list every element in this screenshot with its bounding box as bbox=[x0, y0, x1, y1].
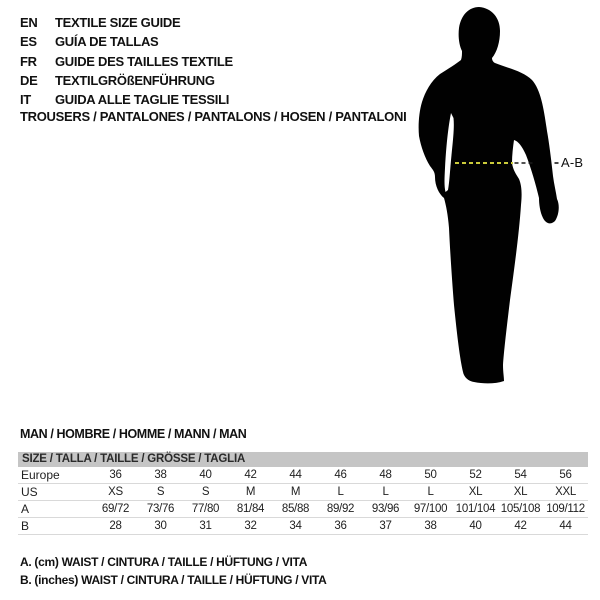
table-cell: 81/84 bbox=[236, 503, 265, 515]
language-label: TEXTILE SIZE GUIDE bbox=[55, 15, 181, 31]
table-cell: 50 bbox=[424, 469, 437, 481]
language-list bbox=[20, 13, 233, 109]
note-b: B. (inches) WAIST / CINTURA / TAILLE / HÜFTUNG / VITA bbox=[20, 573, 327, 587]
table-cell: 36 bbox=[334, 520, 347, 532]
table-cell: 28 bbox=[109, 520, 122, 532]
language-row-fr bbox=[20, 52, 233, 71]
table-cell: 40 bbox=[199, 469, 212, 481]
table-cell: 30 bbox=[154, 520, 167, 532]
table-cell: 37 bbox=[379, 520, 392, 532]
table-cell: L bbox=[337, 486, 344, 498]
measure-label: A-B bbox=[561, 155, 584, 170]
table-cell: 40 bbox=[469, 520, 482, 532]
man-silhouette-icon bbox=[400, 0, 595, 400]
table-cell: 89/92 bbox=[326, 503, 355, 515]
size-table-header: SIZE / TALLA / TAILLE / GRÖSSE / TAGLIA bbox=[18, 452, 588, 467]
man-silhouette-body bbox=[419, 7, 559, 383]
language-row-en bbox=[20, 13, 233, 32]
measurement-notes bbox=[20, 553, 327, 589]
language-row-it bbox=[20, 90, 233, 109]
table-cell: XL bbox=[513, 486, 528, 498]
table-cell: 46 bbox=[334, 469, 347, 481]
table-cell: 109/112 bbox=[546, 503, 585, 515]
table-row-us bbox=[18, 484, 588, 501]
table-cell: XXL bbox=[555, 486, 576, 498]
table-cell: S bbox=[201, 486, 210, 498]
table-row-europe bbox=[18, 467, 588, 484]
table-cell: 48 bbox=[379, 469, 392, 481]
table-cell: 69/72 bbox=[101, 503, 130, 515]
language-code: FR bbox=[20, 53, 37, 69]
table-cell: XL bbox=[468, 486, 483, 498]
table-cell: L bbox=[427, 486, 434, 498]
table-cell: 36 bbox=[109, 469, 122, 481]
table-row-b-inches bbox=[18, 518, 588, 535]
table-cell: S bbox=[156, 486, 165, 498]
row-label: Europe bbox=[21, 468, 60, 482]
row-label: US bbox=[21, 485, 38, 499]
language-code: EN bbox=[20, 15, 38, 31]
note-a: A. (cm) WAIST / CINTURA / TAILLE / HÜFTUNG / VITA bbox=[20, 555, 308, 569]
language-row-es bbox=[20, 32, 233, 51]
language-label: GUIDA ALLE TAGLIE TESSILI bbox=[55, 92, 230, 108]
row-label: B bbox=[21, 519, 30, 533]
table-cell: 93/96 bbox=[371, 503, 400, 515]
language-label: GUIDE DES TAILLES TEXTILE bbox=[55, 53, 233, 69]
table-cell: 31 bbox=[199, 520, 212, 532]
language-row-de bbox=[20, 71, 233, 90]
gender-title: MAN / HOMBRE / HOMME / MANN / MAN bbox=[20, 427, 247, 441]
size-table bbox=[18, 452, 588, 535]
table-cell: 52 bbox=[469, 469, 482, 481]
table-cell: 54 bbox=[514, 469, 527, 481]
table-cell: 34 bbox=[289, 520, 302, 532]
category-title: TROUSERS / PANTALONES / PANTALONS / HOSEN / PANTALONI bbox=[20, 109, 407, 124]
table-cell: 38 bbox=[424, 520, 437, 532]
language-code: DE bbox=[20, 73, 38, 89]
language-label: GUÍA DE TALLAS bbox=[55, 34, 159, 50]
table-cell: 42 bbox=[244, 469, 257, 481]
row-label: A bbox=[21, 502, 30, 516]
table-cell: 42 bbox=[514, 520, 527, 532]
table-cell: 73/76 bbox=[146, 503, 175, 515]
table-cell: 85/88 bbox=[281, 503, 310, 515]
table-cell: 101/104 bbox=[455, 503, 496, 515]
table-cell: 105/108 bbox=[500, 503, 541, 515]
table-cell: 77/80 bbox=[191, 503, 220, 515]
table-cell: 38 bbox=[154, 469, 167, 481]
table-cell: 44 bbox=[289, 469, 302, 481]
language-label: TEXTILGRÖßENFÜHRUNG bbox=[55, 73, 215, 89]
table-cell: M bbox=[290, 486, 301, 498]
table-cell: 97/100 bbox=[413, 503, 448, 515]
table-cell: 32 bbox=[244, 520, 257, 532]
language-code: ES bbox=[20, 34, 37, 50]
language-code: IT bbox=[20, 92, 31, 108]
table-cell: 56 bbox=[559, 469, 572, 481]
table-cell: 44 bbox=[559, 520, 572, 532]
table-cell: XS bbox=[108, 486, 123, 498]
table-cell: M bbox=[245, 486, 256, 498]
table-cell: L bbox=[382, 486, 389, 498]
table-row-a-cm bbox=[18, 501, 588, 518]
